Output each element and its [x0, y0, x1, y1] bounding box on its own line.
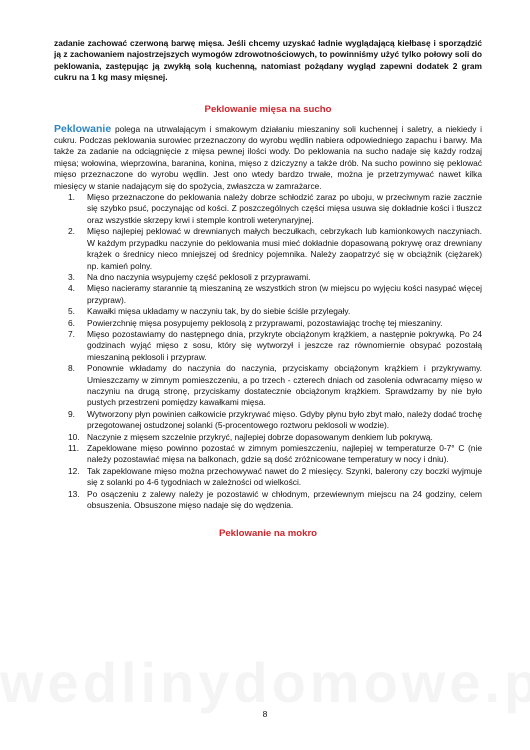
list-item [54, 226, 482, 272]
list-item [54, 432, 482, 443]
list-item-text: Tak zapeklowane mięso można przechowywać nawet do 2 miesięcy. Szynki, balerony czy boczki wyjmuje się z solanki po 4-6 tygodniach w zależności od wielkości. [87, 465, 482, 488]
list-item-number: 2. [68, 226, 75, 237]
paragraph-text: polega na utrwalającym i smakowym działaniu mieszaniny soli kuchennej i saletry, a niekiedy i cukru. Podczas peklowania surowiec przeznaczony do wyrobu wędlin nabiera odpowiedniego zapachu i barwy. Ma także za zadanie na odciągnięcie z mięsa pewnej ilości wody. Do peklowania na sucho nadaje się każdy rodzaj mięsa; wołowina, wieprzowina, baranina, konina, mięso z dziczyzny a także drób. Na sucho powinno się peklować mięso przeznaczone do wyrobu wędlin. Jest ono wtedy bardzo trwałe, można je przetrzymywać nawet kilka miesięcy w stanie nadającym się do spożycia, zwłaszcza w zamrażarce. [54, 123, 482, 191]
list-item-number: 7. [68, 328, 75, 339]
section-heading-dry-curing: Peklowanie mięsa na sucho [204, 103, 332, 115]
list-item-text: Powierzchnię mięsa posypujemy peklosolą z przyprawami, pozostawiając trochę tej mieszaniny. [87, 317, 443, 328]
list-item-number: 9. [68, 408, 75, 419]
list-item [54, 489, 482, 512]
list-item-number: 1. [68, 192, 75, 203]
list-item-text: Zapeklowane mięso powinno pozostać w zimnym pomieszczeniu, najlepiej w temperaturze 0-7° C (nie należy pozostawiać mięsa na balkonach, gdzie są dość zróżnicowane temperatury w nocy i dniu). [87, 443, 482, 465]
list-item [54, 466, 482, 489]
list-item [54, 306, 482, 317]
list-item [54, 272, 482, 283]
intro-paragraph: zadanie zachować czerwoną barwę mięsa. Jeśli chcemy uzyskać ładnie wyglądającą kiełbasę i sporządzić ją z zachowaniem najostrzejszych wymogów zdrowotnościowych, to powinniśmy użyć tylko połowy soli do peklowania, zastępując ją zwykłą solą kuchenną, natomiast pożądany wygląd zapewni dodatek 2 gram cukru na 1 kg masy mięsnej. [54, 38, 482, 83]
list-item-number: 6. [68, 317, 75, 328]
list-item-number: 8. [68, 363, 75, 374]
steps-list [54, 192, 482, 511]
list-item-number: 10. [68, 431, 80, 442]
list-item [54, 318, 482, 329]
list-item [54, 363, 482, 409]
watermark [0, 650, 530, 715]
list-item [54, 283, 482, 306]
list-item-number: 4. [68, 283, 75, 294]
list-item-text: Naczynie z mięsem szczelnie przykryć, najlepiej dobrze dopasowanym denkiem lub pokrywą. [87, 431, 433, 442]
section-paragraph [54, 124, 482, 192]
list-item [54, 409, 482, 432]
list-item-number: 12. [68, 465, 80, 476]
list-item-text: Mięso pozostawiamy do następnego dnia, przykryte obciążonym krążkiem, a następnie pokrywką. Po 24 godzinach wyjąć mięso z sosu, który się wytworzył i jeszcze raz równomiernie obsypać pozostałą mieszaniną peklosoli i przypraw. [87, 328, 482, 362]
document-page [54, 38, 482, 548]
list-item-text: Na dno naczynia wsypujemy część peklosoli z przyprawami. [87, 271, 311, 282]
list-item [54, 192, 482, 226]
section-heading-wet-curing: Peklowanie na mokro [218, 528, 318, 540]
list-item-number: 13. [68, 488, 80, 499]
list-item-text: Ponownie wkładamy do naczynia do naczynia, przyciskamy obciążonym krążkiem i przykrywamy. Umieszczamy w zimnym pomieszczeniu, a po trzech - czterech dniach od zasolenia odwracamy mięso w naczyniu na drugą stronę, przyciskamy dostatecznie obciążonym krążkiem. Sprawdzamy by nie było pustych przestrzeni pomiędzy kawałkami mięsa. [87, 363, 482, 408]
list-item-text: Mięso przeznaczone do peklowania należy dobrze schłodzić zaraz po uboju, w przeciwnym razie zacznie się szybko psuć, poczynając od kości. Z poszczególnych części mięsa usuwa się dokładnie kości i tłuszcz oraz wszystkie skrzepy krwi i stemple kontroli weterynaryjnej. [87, 192, 482, 225]
list-item-number: 3. [68, 271, 75, 282]
list-item-text: Po osączeniu z zalewy należy je pozostawić w chłodnym, przewiewnym miejscu na 24 godziny, celem obsuszenia. Obsuszone mięso nadaje się do wędzenia. [87, 488, 482, 511]
list-item [54, 329, 482, 363]
list-item-text: Kawałki mięsa układamy w naczyniu tak, by do siebie ściśle przylegały. [87, 306, 351, 317]
list-item-text: Mięso nacieramy starannie tą mieszaniną ze wszystkich stron (w miejscu po wyjęciu kości nasypać więcej przypraw). [87, 283, 482, 305]
list-item-number: 11. [68, 443, 80, 453]
page-number: 8 [262, 709, 268, 719]
lead-word: Peklowanie [54, 122, 112, 135]
list-item-number: 5. [68, 306, 75, 317]
list-item [54, 443, 482, 466]
list-item-text: Wytworzony płyn powinien całkowicie przykrywać mięso. Gdyby płynu było zbyt mało, należy dodać trochę przegotowanej ostudzonej solanki (5-procentowego roztworu peklosoli w wodzie). [87, 408, 482, 431]
list-item-text: Mięso najlepiej peklować w drewnianych małych beczułkach, cebrzykach lub kamionkowych naczyniach. W każdym przypadku naczynie do peklowania musi mieć dokładnie dopasowaną pokrywę oraz drewniany krążek o średnicy nieco mniejszej od średnicy pojemnika. Należy zaopatrzyć się w obciążnik (ciężarek) np. kamień polny. [87, 226, 482, 271]
